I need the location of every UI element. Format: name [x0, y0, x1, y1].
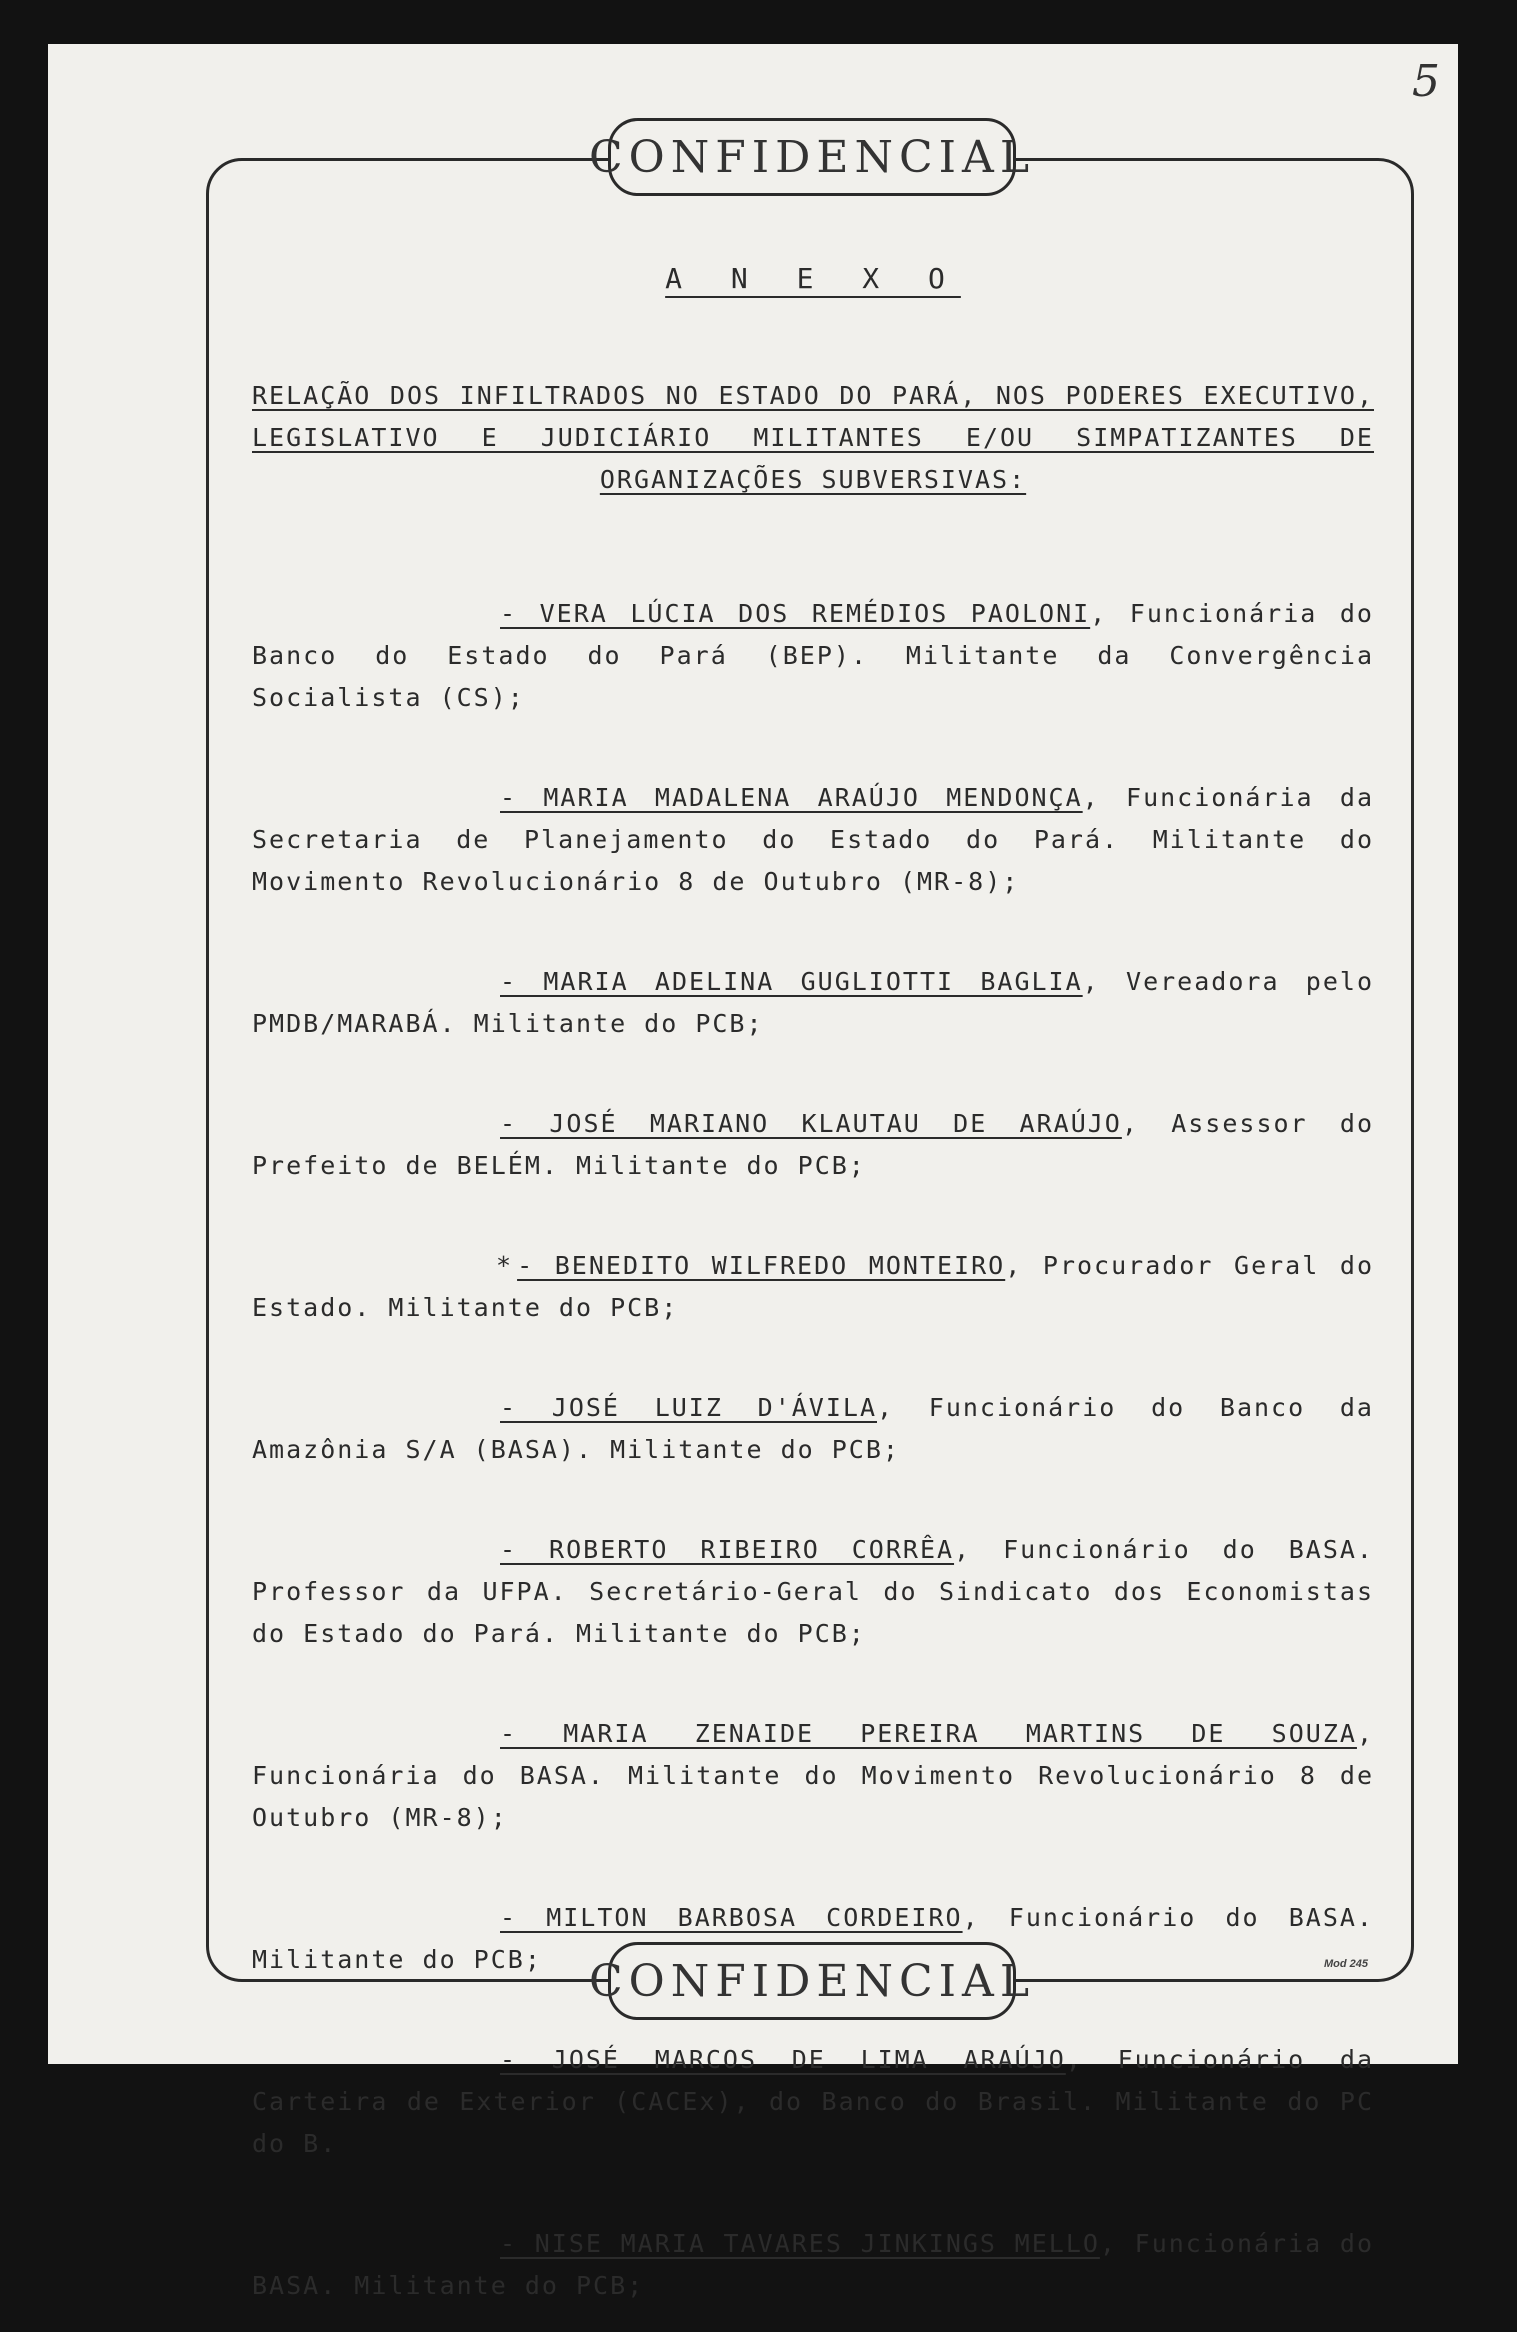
confidential-stamp-top: CONFIDENCIAL: [608, 118, 1016, 196]
person-name: - JOSÉ LUIZ D'ÁVILA: [500, 1393, 877, 1422]
person-name: - JOSÉ MARCOS DE LIMA ARAÚJO: [500, 2045, 1066, 2074]
person-name: - ROBERTO RIBEIRO CORRÊA: [500, 1535, 955, 1564]
list-item: [252, 1103, 1374, 1187]
list-item: [252, 1713, 1374, 1839]
form-code: Mod 245: [1324, 1958, 1369, 1970]
list-item: [252, 777, 1374, 903]
person-details: , Funcionária do BASA. Militante do Movimento Revolucionário 8 de Outubro (MR-8);: [252, 1719, 1374, 1832]
person-name: - BENEDITO WILFREDO MONTEIRO: [517, 1251, 1006, 1280]
person-details: , Funcionária do Banco do Estado do Pará (BEP). Militante da Convergência Socialista (CS);: [252, 599, 1374, 712]
person-details: , Procurador Geral do Estado. Militante do PCB;: [252, 1251, 1375, 1322]
person-name: - VERA LÚCIA DOS REMÉDIOS PAOLONI: [500, 599, 1091, 628]
list-item: [252, 593, 1374, 719]
person-details: , Funcionária da Secretaria de Planejamento do Estado do Pará. Militante do Movimento Revolucionário 8 de Outubro (MR-8);: [252, 783, 1375, 896]
person-details: , Funcionário do BASA. Professor da UFPA. Secretário-Geral do Sindicato dos Economistas do Estado do Pará. Militante do PCB;: [252, 1535, 1374, 1648]
list-item: [252, 961, 1374, 1045]
person-details: , Vereadora pelo PMDB/MARABÁ. Militante do PCB;: [252, 967, 1375, 1038]
person-details: , Funcionário do BASA. Militante do PCB;: [252, 1903, 1374, 1974]
confidential-stamp-bottom: CONFIDENCIAL: [608, 1942, 1016, 2020]
list-item: [252, 2223, 1374, 2307]
document-body: [252, 214, 1374, 2332]
person-name: - MILTON BARBOSA CORDEIRO: [500, 1903, 963, 1932]
list-item: [252, 2039, 1374, 2165]
person-name: - NISE MARIA TAVARES JINKINGS MELLO: [500, 2229, 1100, 2258]
list-item: [252, 1897, 1374, 1981]
list-heading: RELAÇÃO DOS INFILTRADOS NO ESTADO DO PARÁ, NOS PODERES EXECUTIVO, LEGISLATIVO E JUDICIÁRIO MILITANTES E/OU SIMPATIZANTES DE ORGANIZAÇÕES SUBVERSIVAS:: [252, 381, 1374, 494]
person-name: - MARIA ZENAIDE PEREIRA MARTINS DE SOUZA: [500, 1719, 1357, 1748]
person-name: - MARIA ADELINA GUGLIOTTI BAGLIA: [500, 967, 1083, 996]
person-details: , Funcionário da Carteira de Exterior (CACEx), do Banco do Brasil. Militante do PC do B.: [252, 2045, 1375, 2158]
annex-title: A N E X O: [665, 262, 961, 295]
person-details: , Assessor do Prefeito de BELÉM. Militante do PCB;: [252, 1109, 1375, 1180]
person-name: - JOSÉ MARIANO KLAUTAU DE ARAÚJO: [500, 1109, 1122, 1138]
person-details: , Funcionária do BASA. Militante do PCB;: [252, 2229, 1374, 2300]
list-item: [252, 1387, 1374, 1471]
person-details: , Funcionário do Banco da Amazônia S/A (BASA). Militante do PCB;: [252, 1393, 1374, 1464]
document-sheet: [48, 44, 1458, 2300]
page-number: 5: [1412, 56, 1440, 107]
list-item: [252, 1245, 1374, 1329]
list-item: [252, 1529, 1374, 1655]
handwritten-mark: *: [496, 1251, 514, 1280]
person-name: - MARIA MADALENA ARAÚJO MENDONÇA: [500, 783, 1083, 812]
